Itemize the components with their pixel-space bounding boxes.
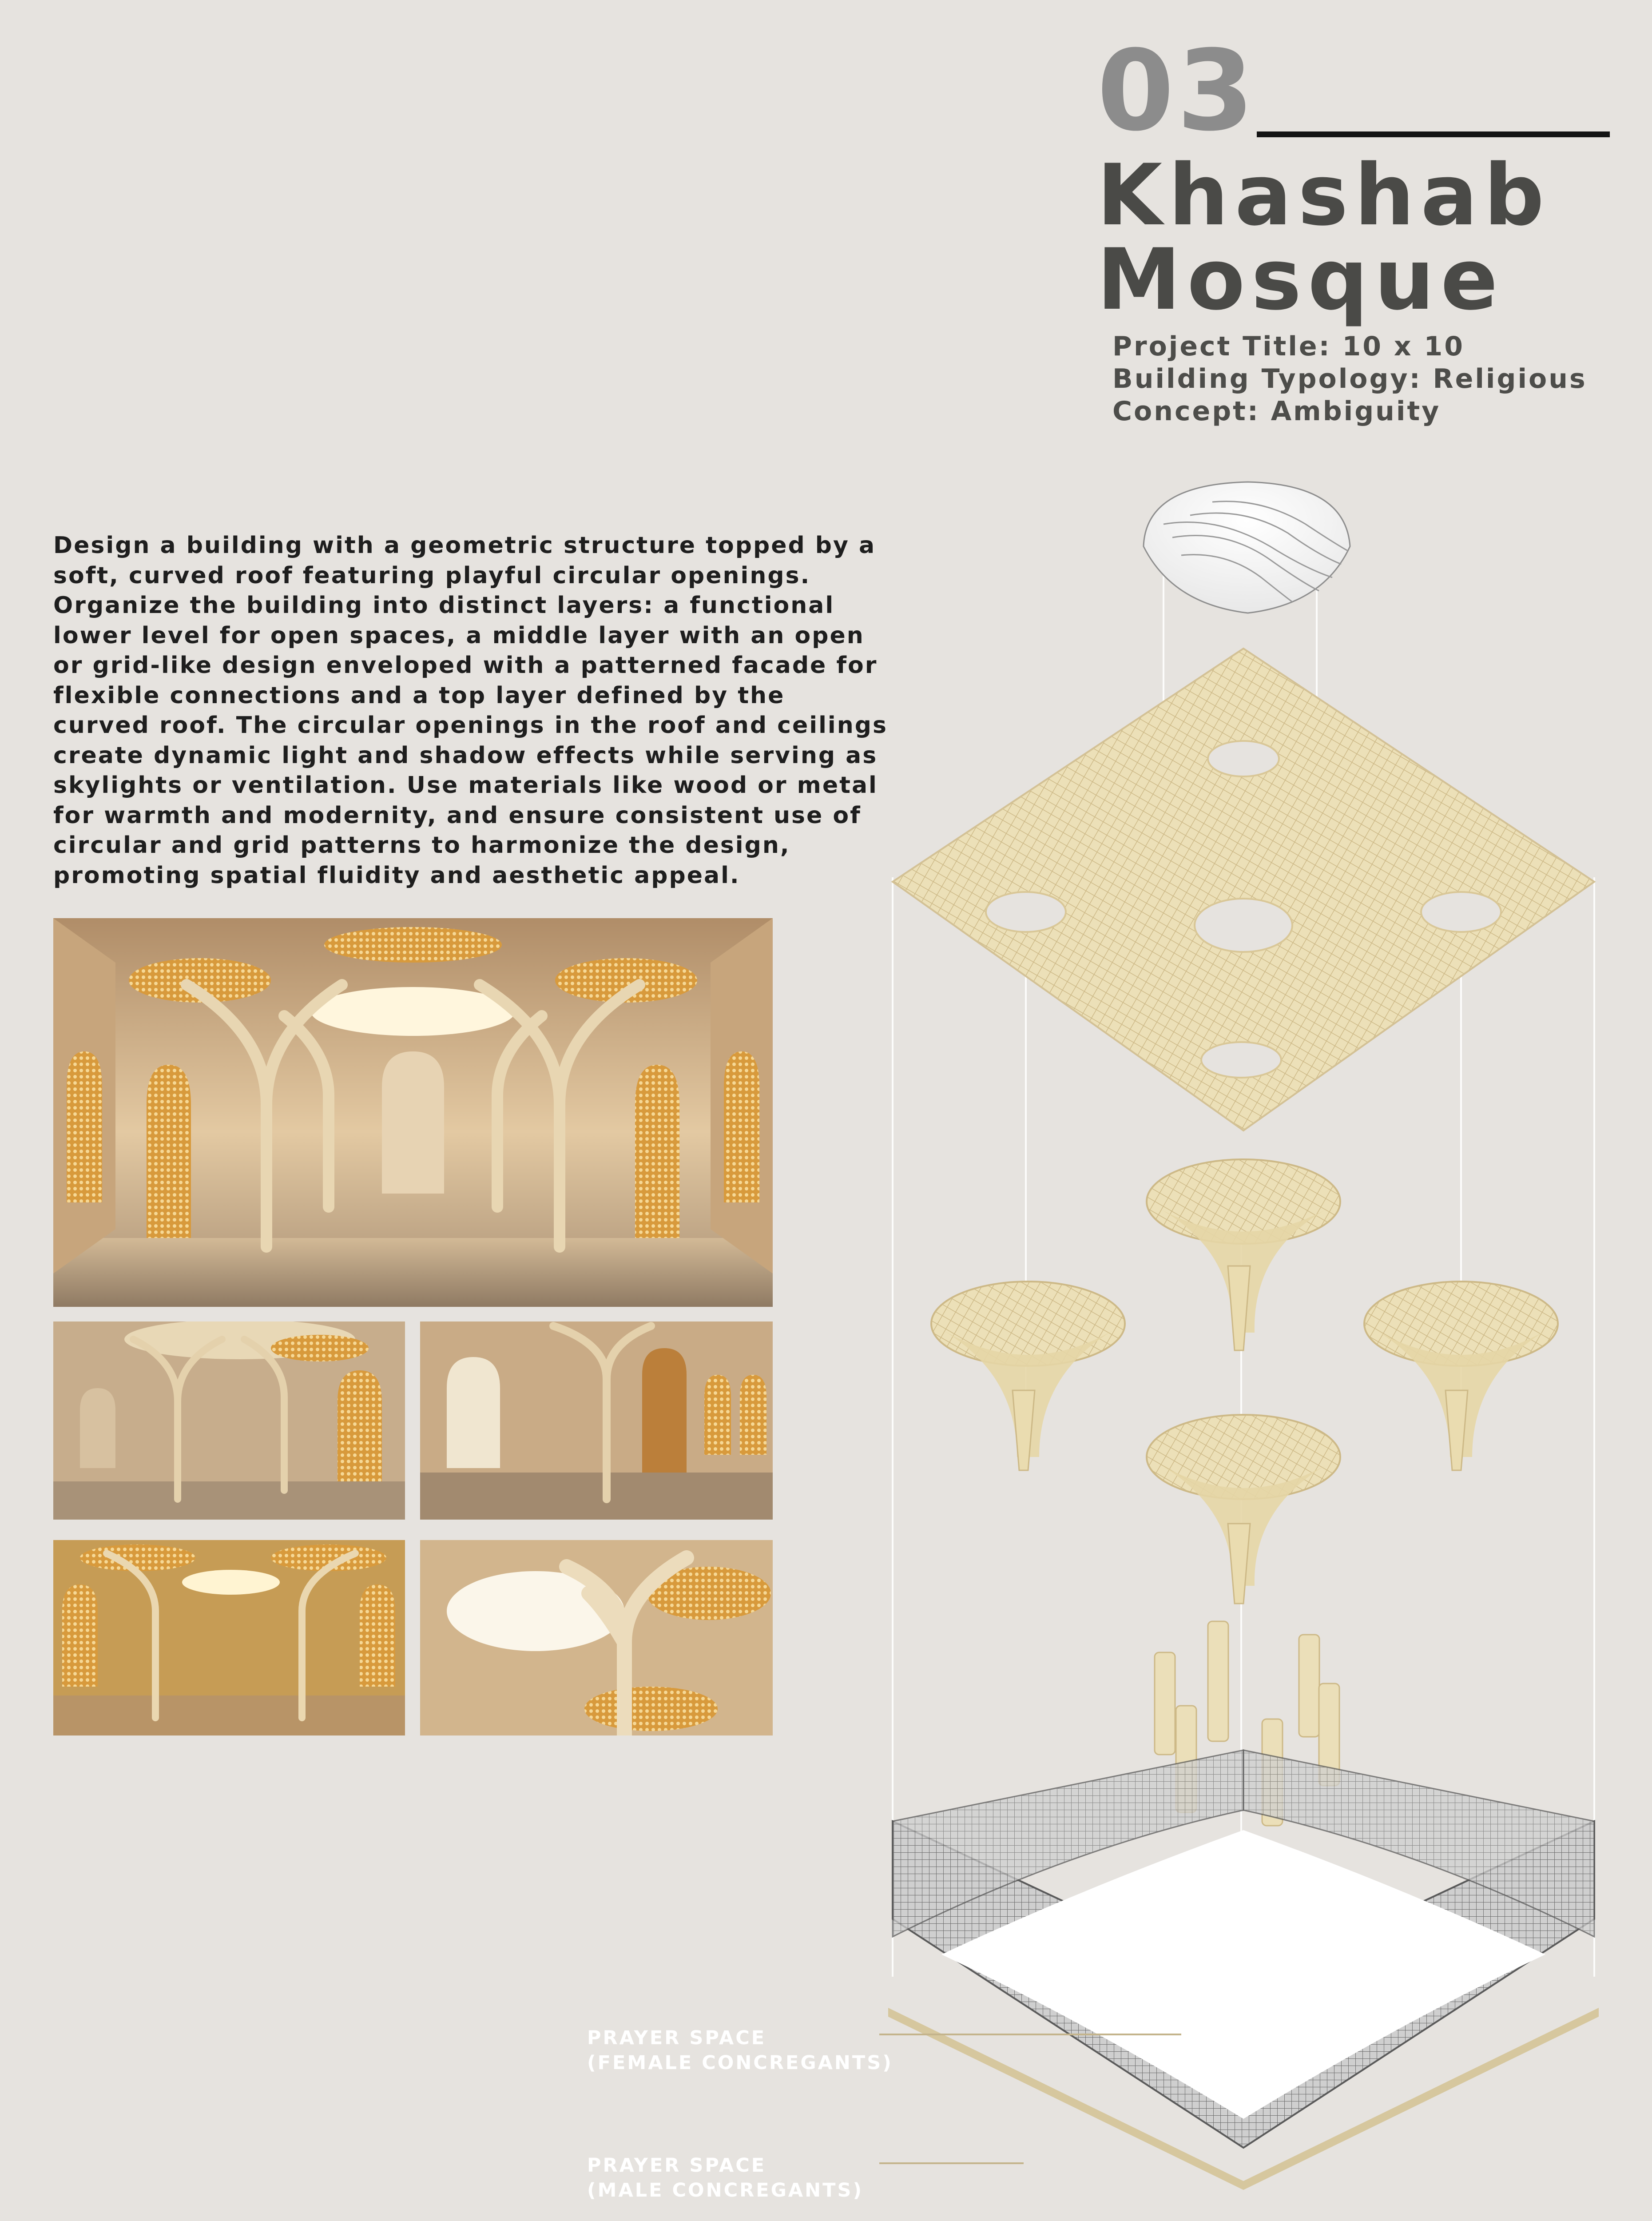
interior-render-4	[420, 1540, 773, 1735]
project-number: 03	[1097, 26, 1257, 155]
project-title-meta: Project Title: 10 x 10	[1112, 331, 1465, 362]
curved-roof	[1144, 482, 1350, 613]
callout-male-prayer-space	[587, 2153, 863, 2203]
building-typology-meta: Building Typology: Religious	[1112, 363, 1587, 394]
callout-female-prayer-space	[587, 2026, 893, 2075]
upper-prayer-level	[893, 1750, 1594, 2148]
interior-render-2	[420, 1321, 773, 1520]
tree-column-right	[1364, 1282, 1558, 1470]
grid-ceiling	[893, 649, 1594, 1130]
project-title-line-2: Mosque	[1097, 231, 1504, 329]
interior-render-main	[53, 918, 773, 1307]
callout-male-line1: PRAYER SPACE	[587, 2154, 766, 2177]
tree-column-left	[931, 1282, 1125, 1470]
callout-female-line2: (FEMALE CONCREGANTS)	[587, 2052, 893, 2074]
callout-male-line2: (MALE CONCREGANTS)	[587, 2179, 864, 2201]
interior-render-1	[53, 1321, 405, 1520]
tree-column-front	[1147, 1415, 1340, 1604]
tree-column-back	[1147, 1159, 1340, 1350]
callout-female-line1: PRAYER SPACE	[587, 2027, 766, 2049]
exploded-axonometric-diagram	[879, 466, 1608, 2221]
header-rule	[1257, 131, 1610, 137]
interior-render-3	[53, 1540, 405, 1735]
design-description: Design a building with a geometric structure topped by a soft, curved roof featuring playful circular openings. Organize the building into distinct layers: a functional lower level for open spaces, a middle layer with an open or grid-like design enveloped with a patterned facade for flexible connections and a top layer defined by the curved roof. The circular openings in the roof and ceilings create dynamic light and shadow effects while serving as skylights or ventilation. Use materials like wood or metal for warmth and modernity, and ensure consistent use of circular and grid patterns to harmonize the design, promoting spatial fluidity and aesthetic appeal.	[53, 532, 888, 889]
concept-meta: Concept: Ambiguity	[1112, 396, 1441, 427]
project-title-line-1: Khashab	[1097, 146, 1551, 244]
